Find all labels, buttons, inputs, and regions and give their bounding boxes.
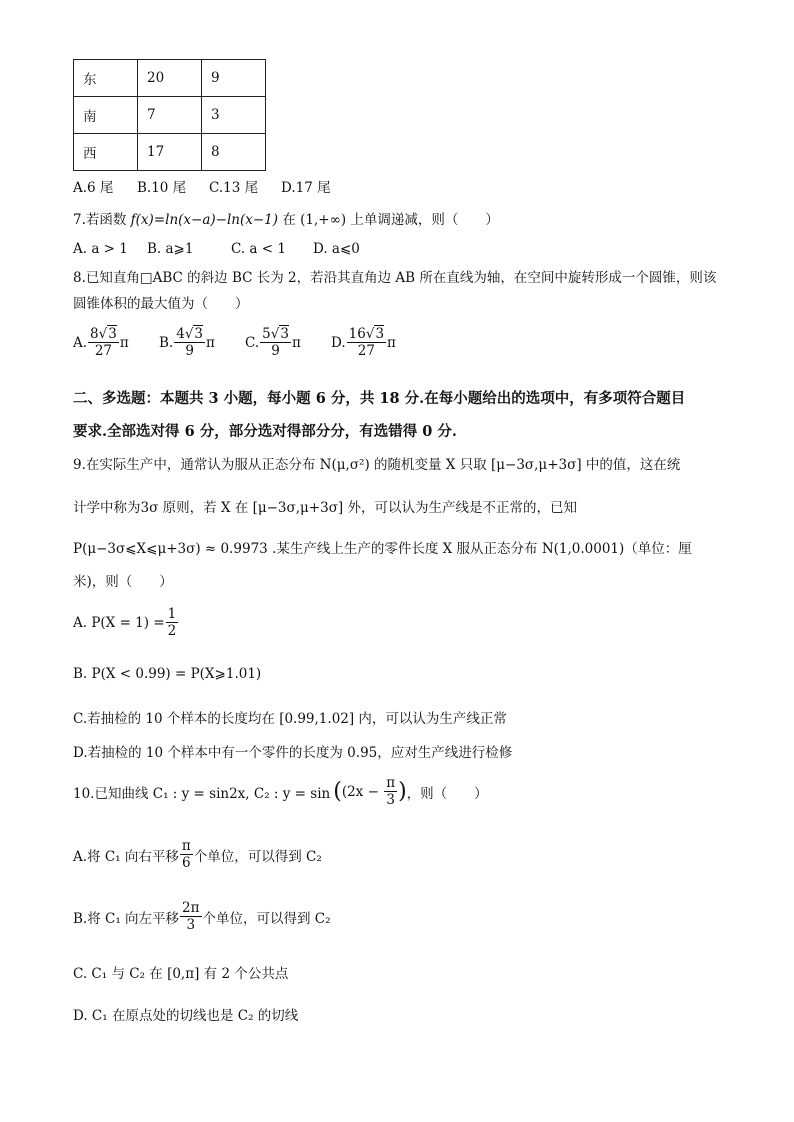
frac-radicand: 3 bbox=[375, 326, 385, 342]
frac-numerator: 2π bbox=[182, 900, 200, 916]
q6-options bbox=[73, 176, 331, 196]
q9-option-d: D.若抽检的 10 个样本中有一个零件的长度为 0.95，应对生产线进行检修 bbox=[73, 745, 513, 761]
fraction bbox=[180, 838, 193, 871]
option-text: 个单位，可以得到 C₂ bbox=[193, 848, 322, 865]
q6-option-d: D.17 尾 bbox=[281, 180, 331, 196]
fraction: $\frac{16√3}{27}$ bbox=[348, 326, 385, 359]
q8-line1: 8.已知直角□ABC 的斜边 BC 长为 2，若沿其直角边 AB 所在直线为轴，在空间中旋转形成一个圆锥，则该 bbox=[73, 270, 717, 286]
q9-line3: P(μ−3σ⩽X⩽μ+3σ) ≈ 0.9973 .某生产线上生产的零件长度 X 服从正态分布 N(1,0.0001)（单位：厘 bbox=[73, 541, 692, 557]
frac-radicand: 3 bbox=[108, 326, 117, 342]
paren-open: ( bbox=[333, 779, 342, 804]
q8-line2: 圆锥体积的最大值为（ ） bbox=[73, 296, 249, 312]
fraction: $\frac{5√3}{9}$ bbox=[262, 326, 289, 359]
q9-option-a bbox=[73, 606, 179, 639]
q10-option-a bbox=[73, 838, 322, 871]
frac-numerator: π bbox=[181, 838, 191, 854]
table-cell: 7 bbox=[138, 97, 202, 134]
frac-numerator: 1 bbox=[167, 606, 177, 622]
q6-option-b: B.10 尾 bbox=[137, 180, 187, 196]
option-text: A.将 C₁ 向右平移 bbox=[73, 848, 179, 865]
table-cell: 17 bbox=[138, 134, 202, 171]
q7-option-c: C. a < 1 bbox=[231, 241, 286, 257]
q7-option-a: A. a > 1 bbox=[73, 241, 128, 257]
q7-options bbox=[73, 241, 360, 257]
q7-formula: f(x)=ln(x−a)−ln(x−1) bbox=[130, 212, 279, 228]
frac-denominator: 3 bbox=[386, 792, 395, 808]
table-row bbox=[74, 134, 266, 171]
q9-option-c: C.若抽检的 10 个样本的长度均在 [0.99,1.02] 内，可以认为生产线正常 bbox=[73, 711, 507, 727]
q7-interval: (1,+∞) bbox=[300, 212, 347, 228]
q10-stem bbox=[73, 775, 488, 808]
frac-denominator: 27 bbox=[357, 343, 375, 359]
fraction bbox=[166, 606, 179, 639]
fraction bbox=[180, 900, 201, 933]
option-label: B. bbox=[159, 334, 174, 351]
q10-option-b bbox=[73, 900, 331, 933]
table-cell: 9 bbox=[202, 60, 266, 97]
option-text: B.将 C₁ 向左平移 bbox=[73, 910, 180, 927]
q9-option-b: B. P(X < 0.99) = P(X⩾1.01) bbox=[73, 666, 262, 682]
option-label: A. bbox=[73, 334, 88, 351]
pi-symbol: π bbox=[206, 334, 215, 351]
table-row bbox=[74, 97, 266, 134]
frac-radicand: 3 bbox=[194, 326, 204, 342]
pi-symbol: π bbox=[291, 334, 301, 351]
q9-line1: 9.在实际生产中，通常认为服从正态分布 N(μ,σ²) 的随机变量 X 只取 [μ−3σ,μ+3σ] 中的值，这在统 bbox=[73, 457, 681, 473]
table-cell: 东 bbox=[74, 60, 138, 97]
fraction: $\frac{4√3}{9}$ bbox=[176, 326, 204, 359]
frac-coef: 16 bbox=[348, 326, 366, 342]
frac-denominator: 2 bbox=[167, 623, 177, 639]
frac-denominator: 9 bbox=[271, 343, 280, 359]
frac-coef: 4 bbox=[176, 326, 185, 342]
table-cell: 3 bbox=[202, 97, 266, 134]
q8-options bbox=[73, 326, 396, 359]
table-row bbox=[74, 60, 266, 97]
q6-option-a: A.6 尾 bbox=[73, 180, 114, 196]
frac-radicand: 3 bbox=[280, 326, 289, 342]
q9-line4: 米)，则（ ） bbox=[73, 574, 173, 590]
q8-option-a bbox=[73, 326, 159, 359]
q10-prefix: 10.已知曲线 C₁ : y = sin2x, C₂ : y = sin bbox=[73, 785, 331, 802]
q7-middle: 在 bbox=[278, 212, 301, 228]
option-label: C. bbox=[245, 334, 260, 351]
frac-numerator: π bbox=[386, 775, 396, 791]
q7-prefix: 7.若函数 bbox=[73, 212, 131, 228]
option-label: D. bbox=[331, 334, 346, 351]
q10-suffix: ，则（ ） bbox=[406, 785, 488, 802]
section-heading-line2: 要求.全部选对得 6 分，部分选对得部分分，有选错得 0 分. bbox=[73, 423, 457, 440]
table-cell: 南 bbox=[74, 97, 138, 134]
q8-option-d bbox=[331, 326, 396, 359]
q7-suffix: 上单调递减，则（ ） bbox=[346, 212, 499, 228]
frac-denominator: 27 bbox=[94, 343, 113, 359]
table-cell: 20 bbox=[138, 60, 202, 97]
frac-denominator: 3 bbox=[186, 917, 196, 933]
fraction bbox=[384, 775, 397, 808]
q10-arg: (2x − bbox=[341, 783, 384, 800]
q9-line2: 计学中称为3σ 原则，若 X 在 [μ−3σ,μ+3σ] 外，可以认为生产线是不正常的，已知 bbox=[73, 500, 577, 516]
frac-coef: 8 bbox=[90, 326, 99, 342]
paren-close: ) bbox=[398, 779, 407, 804]
frac-denominator: 6 bbox=[182, 855, 191, 871]
option-text: A. P(X = 1) = bbox=[73, 614, 165, 631]
q10-option-c: C. C₁ 与 C₂ 在 [0,π] 有 2 个公共点 bbox=[73, 966, 289, 982]
q7-option-d: D. a⩽0 bbox=[313, 241, 360, 257]
table-cell: 西 bbox=[74, 134, 138, 171]
q7-stem bbox=[73, 208, 499, 228]
table-cell: 8 bbox=[202, 134, 266, 171]
pi-symbol: π bbox=[119, 334, 129, 351]
frac-coef: 5 bbox=[262, 326, 271, 342]
section-heading-line1: 二、多选题：本题共 3 小题，每小题 6 分，共 18 分.在每小题给出的选项中，有多项符合题目 bbox=[73, 390, 686, 407]
q8-option-c bbox=[245, 326, 331, 359]
fish-count-table bbox=[73, 59, 266, 171]
pi-symbol: π bbox=[387, 334, 396, 351]
q8-option-b bbox=[159, 326, 245, 359]
fraction: $\frac{8√3}{27}$ bbox=[90, 326, 117, 359]
q10-option-d: D. C₁ 在原点处的切线也是 C₂ 的切线 bbox=[73, 1008, 299, 1024]
option-text: 个单位，可以得到 C₂ bbox=[202, 910, 331, 927]
q7-option-b: B. a⩾1 bbox=[147, 241, 194, 257]
q6-option-c: C.13 尾 bbox=[209, 180, 259, 196]
frac-denominator: 9 bbox=[185, 343, 194, 359]
